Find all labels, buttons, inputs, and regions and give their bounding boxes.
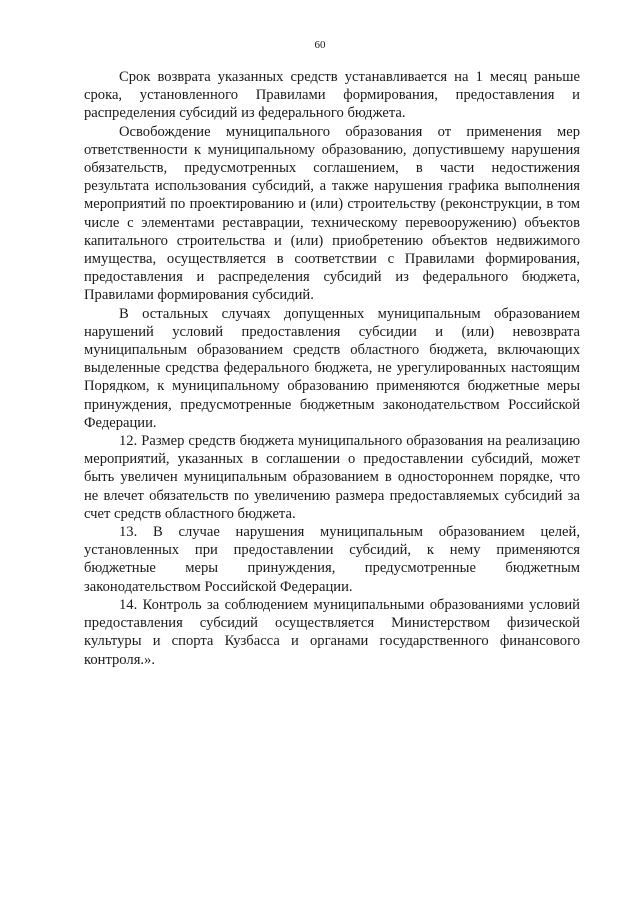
paragraph-liability-exemption: Освобождение муниципального образования от применения мер ответственности к муниципальному образованию, допустившему нарушения обязательств, предусмотренных соглашением, в части недостижения результата использования субсидий, а также нарушения графика выполнения мероприятий по проектированию и (или) строительству (реконструкции, в том числе с элементами реставрации, техническому перевооружению) объектов капитального строительства и (или) приобретению объектов недвижимого имущества, осуществляется в соответствии с Правилами формирования, предоставления и распределения субсидий из федерального бюджета, Правилами формирования субсидий.: [84, 123, 580, 304]
paragraph-item-12: 12. Размер средств бюджета муниципального образования на реализацию мероприятий, указанных в соглашении о предоставлении субсидий, может быть увеличен муниципальным образованием в одностороннем порядке, что не влечет обязательств по увеличению размера предоставляемых субсидий за счет средств областного бюджета.: [84, 433, 580, 522]
paragraph-refund-deadline: Срок возврата указанных средств устанавливается на 1 месяц раньше срока, установленного Правилами формирования, предоставления и распределения субсидий из федерального бюджета.: [84, 69, 580, 122]
paragraph-item-14: 14. Контроль за соблюдением муниципальными образованиями условий предоставления субсидий осуществляется Министерством физической культуры и спорта Кузбасса и органами государственного финансового контроля.».: [84, 596, 580, 668]
document-body: [84, 68, 580, 669]
paragraph-other-violations: В остальных случаях допущенных муниципальным образованием нарушений условий предоставления субсидии и (или) невозврата муниципальным образованием средств областного бюджета, включающих выделенные средства федерального бюджета, не урегулированных настоящим Порядком, к муниципальному образованию применяются бюджетные меры принуждения, предусмотренные бюджетным законодательством Российской Федерации.: [84, 305, 580, 431]
page-number: 60: [314, 39, 326, 51]
paragraph-item-13: 13. В случае нарушения муниципальным образованием целей, установленных при предоставлении субсидий, к нему применяются бюджетные меры принуждения, предусмотренные бюджетным законодательством Российской Федерации.: [84, 524, 580, 595]
